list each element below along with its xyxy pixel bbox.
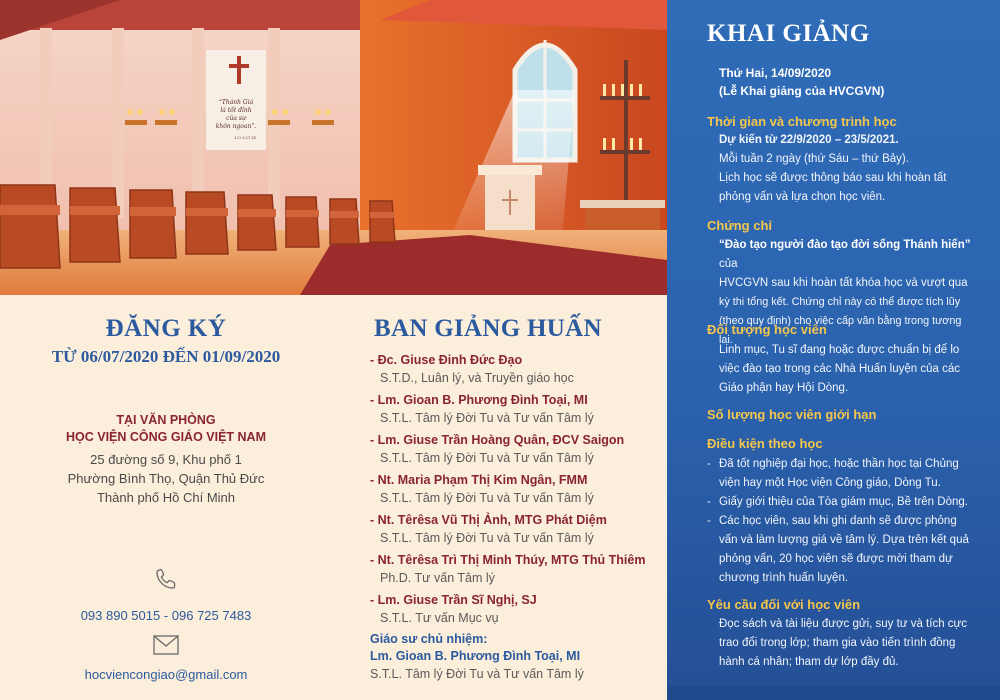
certificate-heading: Chứng chỉ	[707, 218, 773, 233]
limit-heading: Số lượng học viên giới hạn	[707, 407, 877, 422]
phone-numbers[interactable]: 093 890 5015 - 096 725 7483	[80, 608, 252, 623]
banner-quote-4: khôn ngoan”.	[215, 123, 257, 130]
condition-line: viện hay một Học viện Công giáo, Dòng Tu.	[719, 477, 941, 489]
condition-item	[707, 455, 979, 493]
lecturer-name: - Nt. Têrêsa Vũ Thị Ảnh, MTG Phát Diệm	[370, 513, 607, 527]
advisor-name: Lm. Gioan B. Phương Đình Toại, MI	[370, 649, 581, 663]
opening-note: (Lễ Khai giảng của HVCGVN)	[719, 84, 885, 98]
lecturer-credentials: S.T.L. Tư vấn Mục vụ	[380, 611, 499, 625]
lecturers-section	[332, 295, 667, 700]
lecturer-name: - Đc. Giuse Đinh Đức Đạo	[370, 353, 523, 367]
condition-line: - Đã tốt nghiệp đại học, hoặc thần học tại Chủng	[719, 458, 959, 470]
banner-quote-2: là tốt đỉnh	[220, 107, 252, 114]
banner-ref: 1 Cr 1,17-25	[234, 136, 256, 140]
lecturer-credentials: Ph.D. Tư vấn Tâm lý	[380, 571, 495, 585]
opening-title: KHAI GIẢNG	[707, 20, 870, 47]
registration-section	[0, 295, 332, 700]
target-text	[719, 341, 977, 398]
requirements-line: Đọc sách và tài liệu được gửi, suy tư và tích cực	[719, 618, 967, 630]
condition-line: vấn và làm lượng giá về tâm lý. Dựa trên kết quả	[719, 534, 969, 546]
requirements-heading: Yêu cầu đối với học viên	[707, 597, 861, 612]
lecturer-credentials: S.T.L. Tâm lý Đời Tu và Tư vấn Tâm lý	[380, 451, 594, 465]
lecturer-name: - Nt. Maria Phạm Thị Kim Ngân, FMM	[370, 473, 588, 487]
phone-icon	[154, 567, 178, 591]
lecturer-name: - Lm. Giuse Trần Sĩ Nghị, SJ	[370, 593, 537, 607]
registration-dates: TỪ 06/07/2020 ĐẾN 01/09/2020	[51, 347, 281, 366]
email-link[interactable]: hocviencongiao@gmail.com	[84, 667, 248, 682]
lecturer-name: - Nt. Têrêsa Trì Thị Minh Thúy, MTG Thủ Thiêm	[370, 553, 646, 567]
target-heading: Đối tượng học viên	[707, 322, 827, 337]
church-illustration	[0, 0, 667, 295]
address-line: 25 đường số 9, Khu phố 1	[90, 452, 242, 467]
lecturer-name: - Lm. Gioan B. Phương Đình Toại, MI	[370, 393, 588, 407]
requirements-line: trao đổi trong lớp; tham gia vào tiến trình đồng	[719, 637, 956, 649]
lecturer-name: - Lm. Giuse Trần Hoàng Quân, ĐCV Saigon	[370, 433, 625, 447]
condition-line: chương trình huấn luyện.	[719, 572, 849, 584]
opening-date: Thứ Hai, 14/09/2020	[719, 66, 832, 80]
condition-line: - Giấy giới thiệu của Tòa giám mục, Bề trên Dòng.	[719, 496, 968, 508]
schedule-line: phỏng vấn và lựa chọn học viên.	[719, 191, 886, 203]
banner-quote-3: của sự	[226, 115, 246, 122]
advisor-block	[370, 632, 665, 681]
target-line: Giáo phận hay Hội Dòng.	[719, 382, 849, 394]
schedule-line: Mỗi tuần 2 ngày (thứ Sáu – thứ Bảy).	[719, 153, 909, 165]
church-scene	[0, 0, 667, 295]
condition-item	[707, 493, 979, 512]
certificate-line: (theo quy định) cho việc cấp văn bằng trong tương lai.	[719, 315, 962, 346]
certificate-name: “Đào tạo người đào tạo đời sống Thánh hiến”	[719, 239, 971, 251]
address-line: Phường Bình Thọ, Quận Thủ Đức	[67, 471, 265, 486]
lecturer-credentials: S.T.L. Tâm lý Đời Tu và Tư vấn Tâm lý	[380, 411, 594, 425]
advisor-label: Giáo sư chủ nhiệm:	[370, 632, 488, 646]
condition-line: - Các học viên, sau khi ghi danh sẽ được phỏng	[719, 515, 957, 527]
target-line: việc đào tạo trong các Nhà Huấn luyện của các	[719, 363, 961, 375]
lecturer-item	[370, 353, 665, 385]
certificate-line: HVCGVN sau khi hoàn tất khóa học và vượt qua	[719, 277, 968, 289]
banner-quote-1: “Thánh Giá	[218, 99, 254, 106]
schedule-text	[719, 131, 977, 207]
lecturer-item	[370, 553, 665, 585]
lecturer-item	[370, 393, 665, 425]
lecturer-item	[370, 433, 665, 465]
requirements-line: hành cá nhân; tham dự lớp đầy đủ.	[719, 656, 899, 668]
condition-item	[707, 512, 979, 588]
office-name: HỌC VIỆN CÔNG GIÁO VIỆT NAM	[65, 430, 266, 444]
lecturers-title: BAN GIẢNG HUẤN	[374, 315, 602, 342]
conditions-heading: Điều kiện theo học	[707, 436, 823, 451]
mail-icon	[153, 635, 179, 655]
schedule-line: Dự kiến từ 22/9/2020 – 23/5/2021.	[719, 134, 899, 146]
registration-title: ĐĂNG KÝ	[105, 315, 227, 342]
lecturer-credentials: S.T.L. Tâm lý Đời Tu và Tư vấn Tâm lý	[380, 491, 594, 505]
certificate-rest: của	[719, 258, 738, 270]
lecturer-item	[370, 473, 665, 505]
panel-footer-band	[667, 686, 1000, 700]
schedule-line: Lịch học sẽ được thông báo sau khi hoàn tất	[719, 172, 947, 184]
lecturer-credentials: S.T.L. Tâm lý Đời Tu và Tư vấn Tâm lý	[380, 531, 594, 545]
requirements-text	[719, 615, 977, 672]
condition-line: phỏng vấn, 20 học viên sẽ được mời tham dự	[719, 553, 953, 565]
lecturer-item	[370, 513, 665, 545]
lecturer-credentials: S.T.D., Luân lý, và Truyền giáo học	[380, 371, 574, 385]
address-line: Thành phố Hồ Chí Minh	[96, 490, 236, 505]
office-label: TẠI VĂN PHÒNG	[116, 413, 216, 427]
lecturer-item	[370, 593, 665, 625]
opening-panel	[667, 0, 1000, 700]
advisor-credentials: S.T.L. Tâm lý Đời Tu và Tư vấn Tâm lý	[370, 667, 584, 681]
certificate-line: kỳ thi tổng kết. Chứng chỉ này có thể được tích lũy	[719, 296, 961, 308]
schedule-heading: Thời gian và chương trình học	[707, 114, 897, 129]
target-line: Linh mục, Tu sĩ đang hoặc được chuẩn bị để lo	[719, 344, 960, 356]
